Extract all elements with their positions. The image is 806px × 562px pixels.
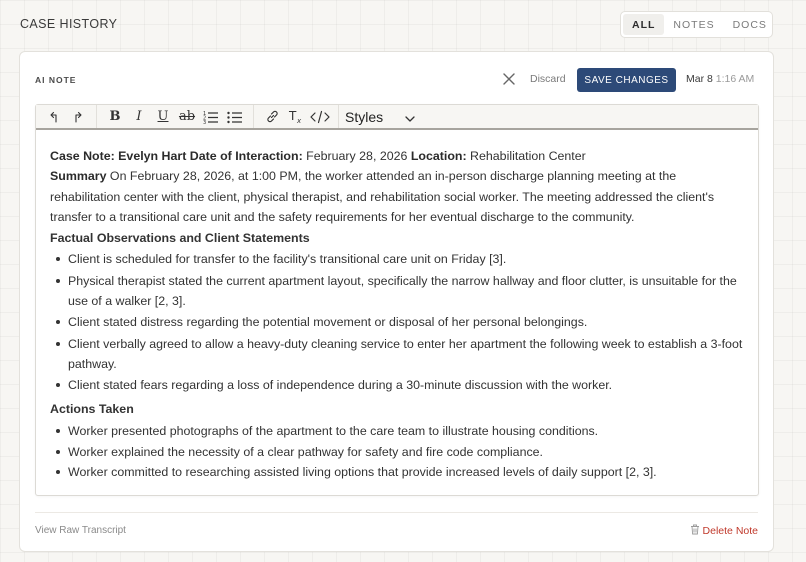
strikethrough-icon[interactable]: ab [178, 109, 196, 124]
italic-icon[interactable]: I [136, 109, 142, 124]
bold-icon[interactable]: B [109, 109, 121, 124]
code-icon[interactable] [308, 106, 332, 128]
editor-toolbar [36, 105, 758, 130]
list-item: Client stated distress regarding the potential movement or disposal of her personal belongings. [50, 312, 744, 332]
editor-content[interactable] [36, 130, 758, 483]
delete-note-button[interactable] [690, 524, 758, 538]
actions-list [50, 421, 744, 483]
list-item: Worker explained the necessity of a clear pathway for safety and fire code compliance. [50, 442, 744, 462]
page-title: CASE HISTORY [20, 17, 118, 31]
note-type-label: AI NOTE [35, 75, 77, 85]
svg-text:x: x [297, 117, 302, 124]
chevron-down-icon [405, 109, 415, 125]
insert-group [254, 105, 339, 128]
undo-icon[interactable] [42, 106, 66, 128]
svg-text:3: 3 [203, 119, 207, 124]
note-time: 1:16 AM [715, 73, 755, 85]
redo-icon[interactable] [66, 106, 90, 128]
facts-heading: Factual Observations and Client Statements [50, 231, 310, 246]
bullet-list-icon[interactable] [223, 106, 247, 128]
history-group [36, 105, 97, 128]
note-timestamp [686, 73, 754, 85]
note-card [19, 51, 774, 552]
trash-icon [690, 524, 700, 538]
tab-docs[interactable]: DOCS [732, 18, 767, 31]
list-item: Worker committed to researching assisted living options that provide increased levels of daily support [2, 3]. [50, 462, 744, 482]
numbered-list-icon[interactable] [199, 106, 223, 128]
tab-notes[interactable]: NOTES [673, 18, 715, 31]
list-item: Client is scheduled for transfer to the facility's transitional care unit on Friday [3]. [50, 249, 744, 269]
svg-text:2: 2 [203, 115, 207, 121]
list-item: Physical therapist stated the current apartment layout, specifically the narrow hallway and floor clutter, is unsuitable for the use of a walker [2, 3]. [50, 271, 744, 312]
note-date: Mar 8 [686, 73, 713, 85]
list-item: Client verbally agreed to allow a heavy-duty cleaning service to enter her apartment the following week to establish a 3-foot pathway. [50, 334, 744, 375]
delete-note-label: Delete Note [702, 525, 758, 537]
save-changes-button[interactable]: SAVE CHANGES [577, 68, 676, 92]
facts-list [50, 249, 744, 395]
discard-button[interactable]: Discard [530, 73, 566, 85]
summary-paragraph: Summary On February 28, 2026, at 1:00 PM, the worker attended an in-person discharge planning meeting at the rehabilitation center with the client, physical therapist, and rehabilitation social worker. The meeting addressed the client's transfer to a transitional care unit and the safety requirements for her eventual discharge to the community. [50, 169, 715, 224]
close-icon[interactable] [502, 72, 516, 86]
styles-label: Styles [345, 108, 384, 125]
svg-text:1: 1 [203, 110, 207, 117]
view-raw-transcript-link[interactable]: View Raw Transcript [35, 525, 126, 536]
clear-format-icon[interactable] [284, 106, 308, 128]
list-item: Client stated fears regarding a loss of independence during a 30-minute discussion with the worker. [50, 375, 744, 395]
list-item: Worker presented photographs of the apartment to the care team to illustrate housing conditions. [50, 421, 744, 441]
tab-all[interactable]: ALL [623, 14, 664, 35]
filter-tabs [620, 11, 773, 38]
svg-text:T: T [289, 109, 297, 123]
note-header-line: Case Note: Evelyn Hart Date of Interaction: February 28, 2026 Location: Rehabilitation Center [50, 149, 586, 163]
format-group [97, 105, 254, 128]
actions-heading: Actions Taken [50, 401, 134, 416]
link-icon[interactable] [260, 106, 284, 128]
underline-icon[interactable]: U [157, 109, 169, 124]
rich-text-editor [35, 104, 759, 496]
card-footer [35, 512, 758, 550]
styles-dropdown[interactable] [339, 109, 421, 125]
